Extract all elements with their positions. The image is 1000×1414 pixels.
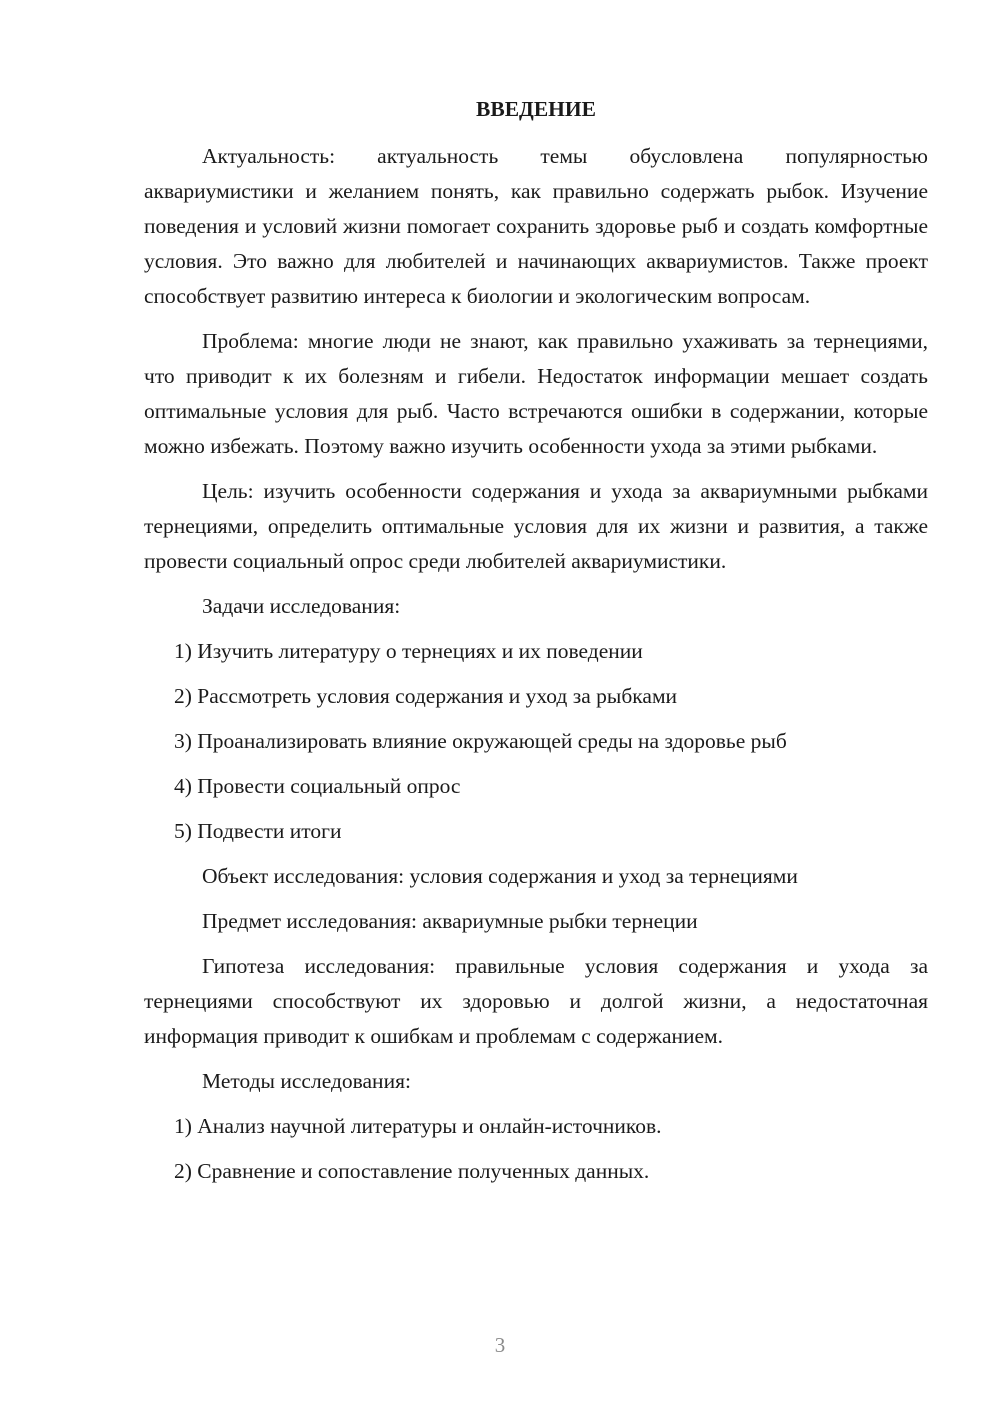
list-item: 2) Рассмотреть условия содержания и уход за рыбками xyxy=(174,684,678,708)
section-title: ВВЕДЕНИЕ xyxy=(476,97,596,121)
list-item: 3) Проанализировать влияние окружающей среды на здоровье рыб xyxy=(174,729,787,753)
methods-heading: Методы исследования: xyxy=(202,1069,411,1093)
list-item: 2) Сравнение и сопоставление полученных данных. xyxy=(174,1159,650,1183)
list-item: 4) Провести социальный опрос xyxy=(174,774,461,798)
problem-paragraph: Проблема: многие люди не знают, как правильно ухаживать за тернециями, что приводит к их болезням и гибели. Недостаток информации мешает создать оптимальные условия для рыб. Часто встречаются ошибки в содержании, которые можно избежать. Поэтому важно изучить особенности ухода за этими рыбками. xyxy=(144,329,928,458)
methods-list xyxy=(144,1109,928,1189)
goal-paragraph: Цель: изучить особенности содержания и ухода за аквариумными рыбками тернециями, определить оптимальные условия для их жизни и развития, а также провести социальный опрос среди любителей аквариумистики. xyxy=(144,479,928,573)
list-item: 1) Изучить литературу о тернециях и их поведении xyxy=(174,639,643,663)
hypothesis-paragraph: Гипотеза исследования: правильные условия содержания и ухода за тернециями способствуют их здоровью и долгой жизни, а недостаточная информация приводит к ошибкам и проблемам с содержанием. xyxy=(144,954,928,1048)
list-item: 1) Анализ научной литературы и онлайн-источников. xyxy=(174,1114,662,1138)
tasks-heading: Задачи исследования: xyxy=(202,594,401,618)
subject-paragraph: Предмет исследования: аквариумные рыбки тернеции xyxy=(202,909,698,933)
document-page xyxy=(144,92,928,1199)
page-number: 3 xyxy=(494,1333,506,1357)
object-paragraph: Объект исследования: условия содержания и уход за тернециями xyxy=(202,864,798,888)
relevance-paragraph: Актуальность: актуальность темы обусловлена популярностью аквариумистики и желанием понять, как правильно содержать рыбок. Изучение поведения и условий жизни помогает сохранить здоровье рыб и создать комфортные условия. Это важно для любителей и начинающих аквариумистов. Также проект способствует развитию интереса к биологии и экологическим вопросам. xyxy=(144,144,928,308)
list-item: 5) Подвести итоги xyxy=(174,819,342,843)
tasks-list xyxy=(144,634,928,849)
